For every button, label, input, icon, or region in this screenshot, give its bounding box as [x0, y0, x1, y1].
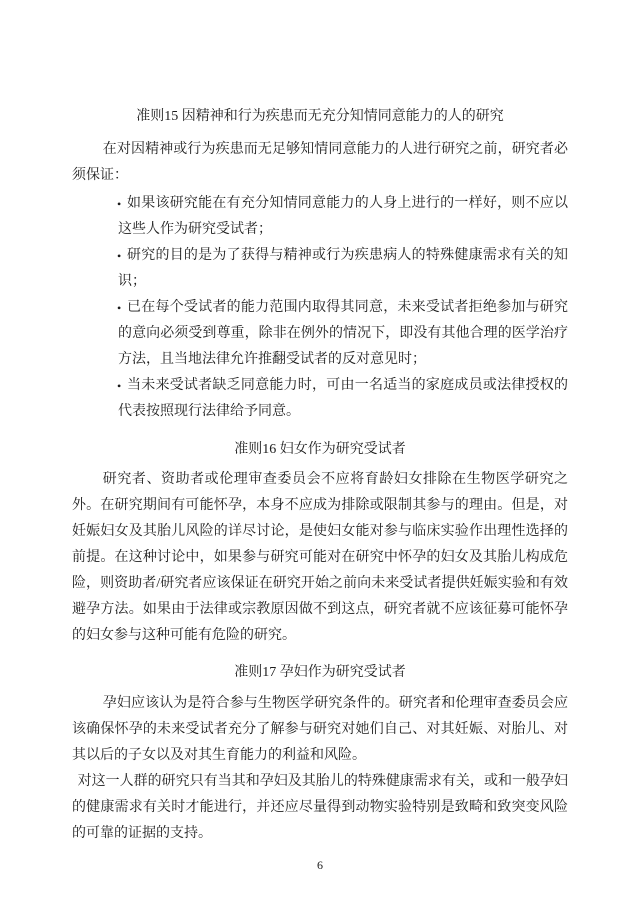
guideline-16-paragraph: 研究者、资助者或伦理审查委员会不应将育龄妇女排除在生物医学研究之外。在研究期间有可能怀孕，本身不应成为排除或限制其参与的理由。但是，对妊娠妇女及其胎儿风险的详尽讨论，是使妇女能对参与临床实验作出理性选择的前提。在这种讨论中，如果参与研究可能对在研究中怀孕的妇女及其胎儿构成危险，则资助者/研究者应该保证在研究开始之前向未来受试者提供妊娠实验和有效避孕方法。如果由于法律或宗教原因做不到这点，研究者就不应该征募可能怀孕的妇女参与这种可能有危险的研究。: [72, 472, 568, 643]
bullet-icon: •: [117, 379, 122, 393]
page-number: 6: [317, 858, 323, 872]
list-item: [118, 243, 568, 295]
list-item-text: 当未来受试者缺乏同意能力时，可由一名适当的家庭成员或法律授权的代表按照现行法律给予同意。: [118, 378, 568, 419]
guideline-17-paragraph-1: 孕妇应该认为是符合参与生物医学研究条件的。研究者和伦理审查委员会应该确保怀孕的未来受试者充分了解参与研究对她们自己、对其妊娠、对胎儿、对其以后的子女以及对其生育能力的利益和风险。: [72, 696, 568, 763]
list-item: [118, 373, 568, 425]
list-item: [118, 191, 568, 243]
guideline-15-bullet-list: [72, 191, 568, 425]
guideline-15-intro-paragraph: 在对因精神或行为疾患而无足够知情同意能力的人进行研究之前，研究者必须保证：: [72, 142, 568, 183]
bullet-icon: •: [117, 197, 122, 211]
list-item-text: 研究的目的是为了获得与精神或行为疾患病人的特殊健康需求有关的知识；: [118, 248, 568, 289]
bullet-icon: •: [117, 249, 122, 263]
guideline-17-paragraph-2: 对这一人群的研究只有当其和孕妇及其胎儿的特殊健康需求有关，或和一般孕妇的健康需求有关时才能进行，并还应尽量得到动物实验特别是致畸和致突变风险的可靠的证据的支持。: [72, 774, 568, 841]
section-title-guideline-17: 准则17 孕妇作为研究受试者: [234, 665, 406, 680]
section-title-guideline-15: 准则15 因精神和行为疾患而无充分知情同意能力的人的研究: [136, 109, 504, 124]
list-item-text: 已在每个受试者的能力范围内取得其同意，未来受试者拒绝参加与研究的意向必须受到尊重，除非在例外的情况下，即没有其他合理的医学治疗方法，且当地法律允许推翻受试者的反对意见时；: [118, 300, 568, 367]
section-title-guideline-16: 准则16 妇女作为研究受试者: [234, 442, 406, 457]
list-item-text: 如果该研究能在有充分知情同意能力的人身上进行的一样好，则不应以这些人作为研究受试者；: [118, 196, 568, 237]
list-item: [118, 295, 568, 373]
bullet-icon: •: [117, 301, 122, 315]
